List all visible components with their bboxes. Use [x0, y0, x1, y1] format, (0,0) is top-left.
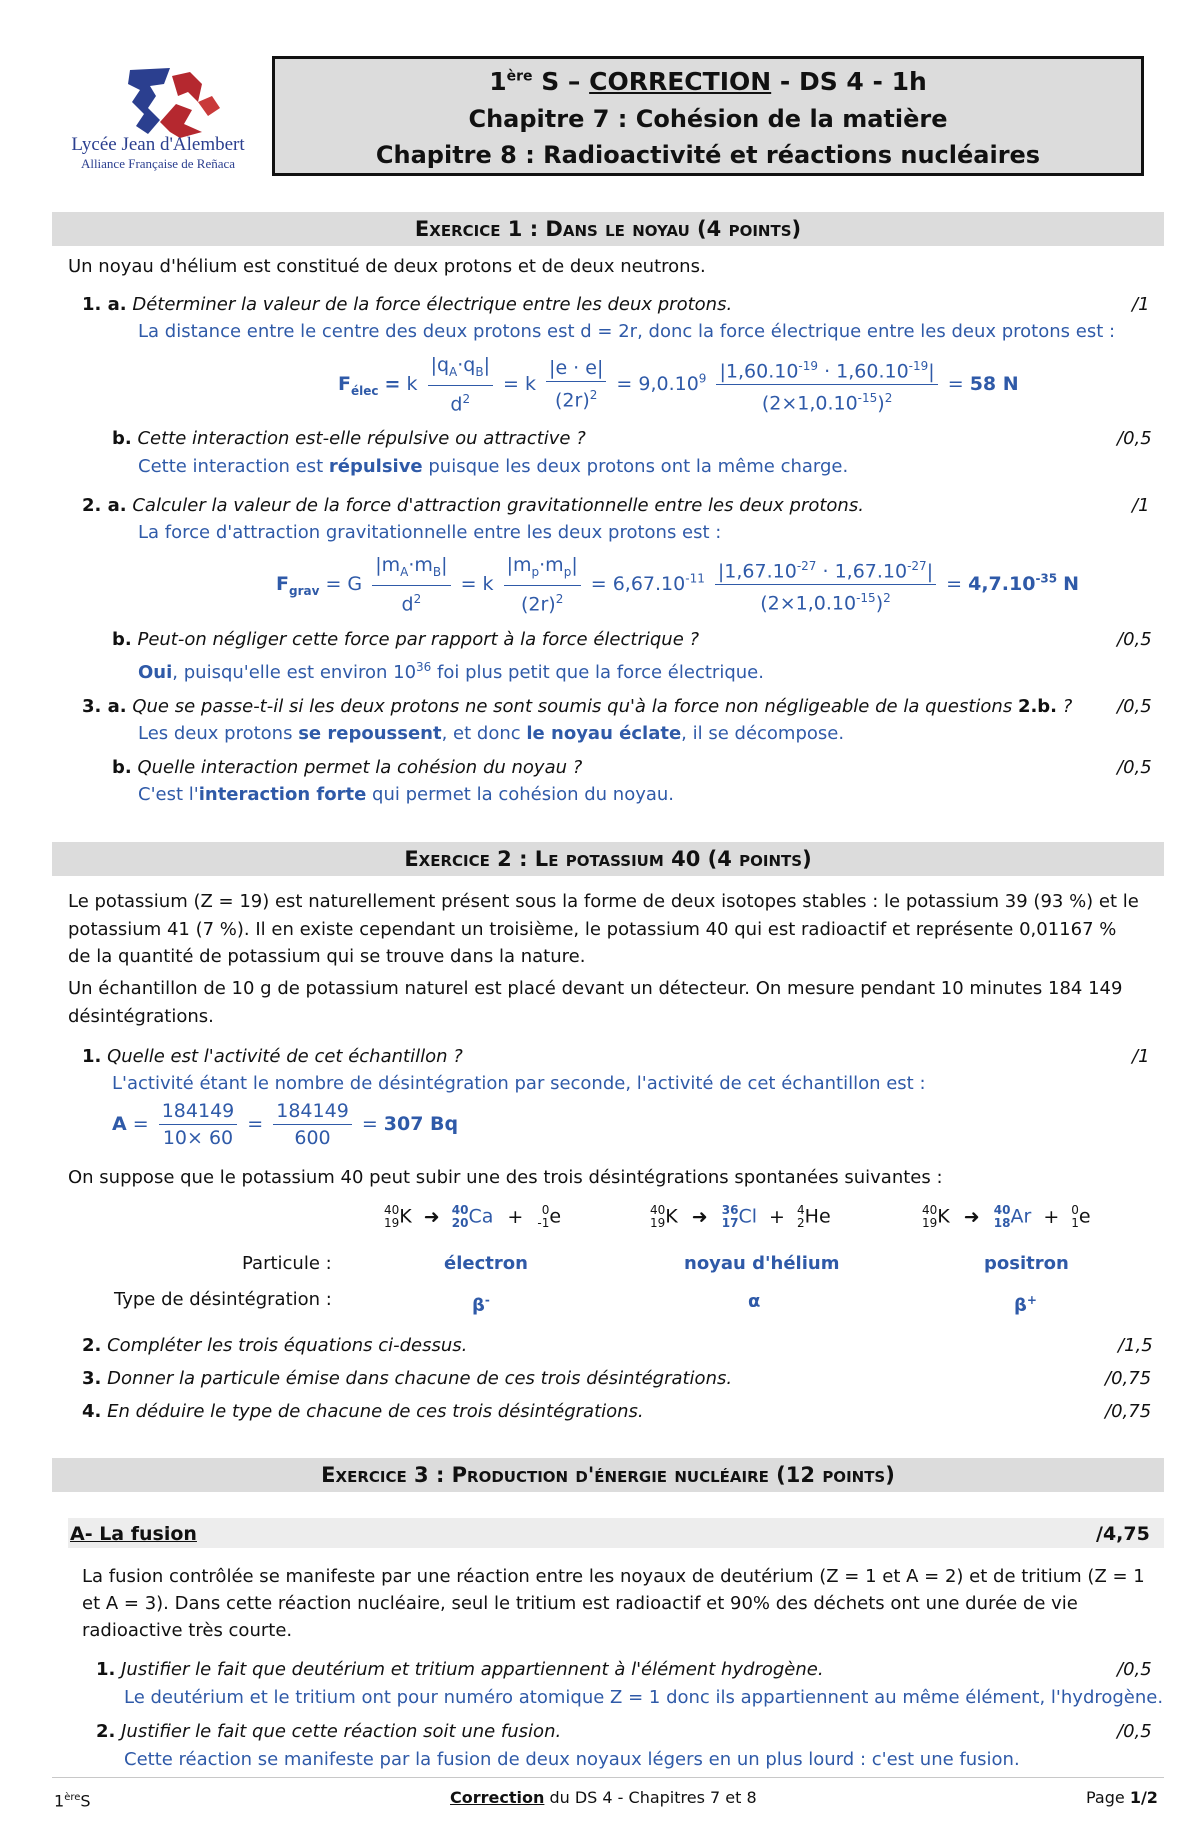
- ex2-a1: L'activité étant le nombre de désintégration par seconde, l'activité de cet échantillon est :: [112, 1073, 926, 1094]
- particle-2: noyau d'hélium: [684, 1253, 840, 1274]
- school-subtitle: Alliance Française de Reñaca: [80, 156, 236, 171]
- type-2: α: [748, 1291, 761, 1312]
- ex1-q2b-points: /0,5: [1117, 629, 1152, 650]
- type-1: β-: [472, 1293, 490, 1316]
- particle-3: positron: [984, 1253, 1069, 1274]
- ex3-partA-points: /4,75: [1096, 1523, 1150, 1545]
- title-box: [272, 56, 1144, 176]
- particle-label: Particule :: [242, 1253, 332, 1274]
- ex3-partA-band: [68, 1518, 1164, 1548]
- ex1-f-grav-formula: $F_{grav} = G$ $\frac{|m_A\cdot m_B|}{d^2}$ = k $\frac{|m_p\cdot m_p|}{(2r)^2}$ = $6,67.10^{-11}$ $\frac{|1,67.10^{-27} \cdot 1,67.10^{-27}|}{(2\times 1,0.10^{-15})^2}$ = $4,7.10^{-35}$ N: [276, 554, 1080, 616]
- ex1-intro: Un noyau d'hélium est constitué de deux protons et de deux neutrons.: [68, 256, 706, 277]
- ex3-q2: 2. Justifier le fait que cette réaction soit une fusion.: [96, 1721, 562, 1742]
- ex3-q2-points: /0,5: [1117, 1721, 1152, 1742]
- ex1-a1a: La distance entre le centre des deux protons est d = 2r, donc la force électrique entre les deux protons est :: [138, 321, 1116, 342]
- ex2-title: Exercice 2 : Le potassium 40 (4 points): [404, 847, 812, 871]
- title-line-2: Chapitre 7 : Cohésion de la matière: [468, 105, 948, 133]
- footer-rule: [52, 1777, 1164, 1778]
- ex1-title: Exercice 1 : Dans le noyau (4 points): [414, 217, 802, 241]
- ex1-q1a: 1. a. Déterminer la valeur de la force électrique entre les deux protons.: [82, 294, 733, 315]
- ex3-q1-points: /0,5: [1117, 1659, 1152, 1680]
- ex1-q3a: 3. a. Que se passe-t-il si les deux protons ne sont soumis qu'à la force non négligeable de la questions 2.b. ?: [82, 696, 1073, 717]
- ex3-title-band: [52, 1458, 1164, 1492]
- school-name: Lycée Jean d'Alembert: [71, 134, 245, 155]
- f-grav-result: 4,7.10: [968, 573, 1036, 596]
- ex1-a3b: C'est l'interaction forte qui permet la cohésion du noyau.: [138, 784, 675, 805]
- decay-equation-3: 40 19K ➜ 40 18Ar + 0 1e: [922, 1203, 1091, 1230]
- school-logo: [52, 62, 264, 177]
- ex1-f-elec-formula: $F_{élec} = k$ $\frac{|q_A\cdot q_B|}{d^2}$ = k $\frac{|e \cdot e|}{(2r)^2}$ = $9,0.10^9$ $\frac{|1,60.10^{-19} \cdot 1,60.10^{-19}|}{(2\times 1,0.10^{-15})^2}$ = 58 N: [338, 354, 1019, 416]
- footer-page: Page 1/2: [1086, 1788, 1158, 1807]
- ex1-title-band: [52, 212, 1164, 246]
- ex2-p1: Le potassium (Z = 19) est naturellement présent sous la forme de deux isotopes stables : le potassium 39 (93 %) et le: [68, 891, 1139, 912]
- ex3-p1: La fusion contrôlée se manifeste par une réaction entre les noyaux de deutérium (Z = 1 et A = 2) et de tritium (Z = 1: [82, 1566, 1145, 1587]
- type-label: Type de désintégration :: [114, 1289, 332, 1310]
- ex1-q3a-points: /0,5: [1117, 696, 1152, 717]
- ex2-p2: potassium 41 (7 %). Il en existe cependant un troisième, le potassium 40 qui est radioactif et représente 0,01167 %: [68, 919, 1117, 940]
- type-3: β+: [1014, 1293, 1037, 1316]
- ex3-a2: Cette réaction se manifeste par la fusion de deux noyaux légers en un plus lourd : c'est une fusion.: [124, 1749, 1020, 1770]
- ex2-q4: 4. En déduire le type de chacune de ces trois désintégrations.: [82, 1401, 644, 1422]
- ex2-q4-points: /0,75: [1105, 1401, 1152, 1422]
- ex2-q1: 1. Quelle est l'activité de cet échantillon ?: [82, 1046, 463, 1067]
- activity-result: 307 Bq: [383, 1113, 459, 1135]
- ex2-p4: Un échantillon de 10 g de potassium naturel est placé devant un détecteur. On mesure pendant 10 minutes 184 149: [68, 978, 1123, 999]
- ex2-p5: désintégrations.: [68, 1006, 214, 1027]
- ex1-a2a: La force d'attraction gravitationnelle entre les deux protons est :: [138, 522, 722, 543]
- ex1-q1a-points: /1: [1132, 294, 1150, 315]
- ex1-q1b-points: /0,5: [1117, 428, 1152, 449]
- ex1-q3b-points: /0,5: [1117, 757, 1152, 778]
- ex1-a1b: Cette interaction est répulsive puisque les deux protons ont la même charge.: [138, 456, 849, 477]
- ex2-q2: 2. Compléter les trois équations ci-dessus.: [82, 1335, 468, 1356]
- title-line-1: 1ère S – CORRECTION - DS 4 - 1h: [489, 67, 927, 96]
- ex2-q2-points: /1,5: [1118, 1335, 1153, 1356]
- logo-emblem-icon: [52, 62, 264, 142]
- ex1-a2b: Oui, puisqu'elle est environ $10^{36}$ foi plus petit que la force électrique.: [138, 660, 764, 683]
- ex1-q2a-points: /1: [1132, 495, 1150, 516]
- ex3-partA-title: A- La fusion: [70, 1523, 197, 1545]
- footer-left: 1èreS: [54, 1791, 91, 1811]
- ex1-q3b: b. Quelle interaction permet la cohésion du noyau ?: [112, 757, 583, 778]
- ex2-title-band: [52, 842, 1164, 876]
- correction-word: CORRECTION: [589, 67, 772, 96]
- ex3-a1: Le deutérium et le tritium ont pour numéro atomique Z = 1 donc ils appartiennent au même élément, l'hydrogène.: [124, 1687, 1164, 1708]
- decay-equation-1: 40 19K ➜ 40 20Ca + 0 -1e: [384, 1203, 562, 1230]
- ex2-q3-points: /0,75: [1105, 1368, 1152, 1389]
- ex2-suppose: On suppose que le potassium 40 peut subir une des trois désintégrations spontanées suivantes :: [68, 1167, 943, 1188]
- ex1-q2a: 2. a. Calculer la valeur de la force d'attraction gravitationnelle entre les deux protons.: [82, 495, 864, 516]
- title-line-3: Chapitre 8 : Radioactivité et réactions nucléaires: [375, 141, 1041, 169]
- ex1-q1b: b. Cette interaction est-elle répulsive ou attractive ?: [112, 428, 586, 449]
- ex2-q3: 3. Donner la particule émise dans chacune de ces trois désintégrations.: [82, 1368, 733, 1389]
- ex2-p3: de la quantité de potassium qui se trouve dans la nature.: [68, 946, 586, 967]
- ex2-activity-formula: A = $\frac{184149}{10\times 60}$ = $\frac{184149}{600}$ = 307 Bq: [112, 1100, 459, 1149]
- particle-1: électron: [444, 1253, 528, 1274]
- ex3-p2: et A = 3). Dans cette réaction nucléaire, seul le tritium est radioactif et 90% des déchets ont une durée de vie: [82, 1593, 1078, 1614]
- ex3-p3: radioactive très courte.: [82, 1620, 293, 1641]
- ex1-q2b: b. Peut-on négliger cette force par rapport à la force électrique ?: [112, 629, 700, 650]
- f-elec-result: 58 N: [969, 373, 1019, 396]
- ex1-a3a: Les deux protons se repoussent, et donc le noyau éclate, il se décompose.: [138, 723, 845, 744]
- decay-equation-2: 40 19K ➜ 36 17Cl + 4 2He: [650, 1203, 831, 1230]
- ex3-title: Exercice 3 : Production d'énergie nucléaire (12 points): [321, 1463, 895, 1487]
- ex3-q1: 1. Justifier le fait que deutérium et tritium appartiennent à l'élément hydrogène.: [96, 1659, 824, 1680]
- footer-center: Correction du DS 4 - Chapitres 7 et 8: [450, 1788, 757, 1807]
- ex2-q1-points: /1: [1132, 1046, 1150, 1067]
